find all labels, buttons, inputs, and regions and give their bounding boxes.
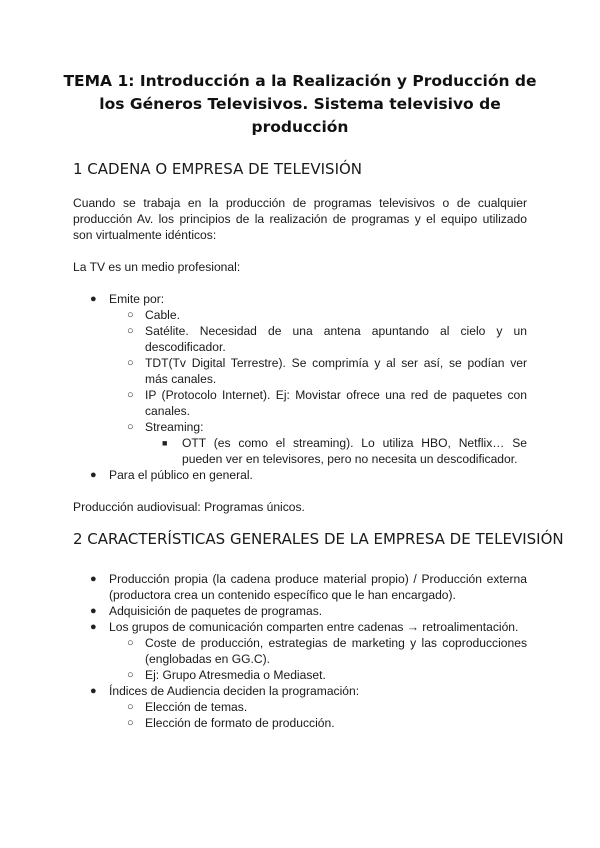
- propia-line-1: Producción propia (la cadena produce material propio) / Producción externa: [109, 572, 527, 586]
- list-item-emite: Emite por:: [109, 292, 165, 306]
- ip-line-2: canales.: [145, 404, 191, 418]
- intro-line-3: son virtualmente idénticos:: [73, 228, 217, 242]
- title-line-1: TEMA 1: Introducción a la Realización y Producción de: [63, 72, 537, 90]
- list-item-ott: [182, 435, 527, 467]
- list-item-publico: Para el público en general.: [109, 468, 253, 482]
- satelite-line-1: Satélite. Necesidad de una antena apuntando al cielo y un: [145, 324, 527, 338]
- list-bullet-disc: ●: [90, 605, 97, 617]
- list-item-indices: Índices de Audiencia deciden la programación:: [109, 684, 360, 698]
- list-item-grupos: Los grupos de comunicación comparten entre cadenas → retroalimentación.: [109, 620, 519, 634]
- list-item-adquisicion: Adquisición de paquetes de programas.: [109, 604, 323, 618]
- list-bullet-disc: ●: [90, 469, 97, 481]
- tdt-line-2: más canales.: [145, 372, 217, 386]
- list-bullet-circle: ○: [127, 389, 134, 401]
- intro-line-1: Cuando se trabaja en la producción de programas televisivos o de cualquier: [73, 196, 527, 210]
- list-bullet-circle: ○: [127, 309, 134, 321]
- list-bullet-circle: ○: [127, 421, 134, 433]
- propia-line-2: (productora crea un contenido específico que le han encargado).: [109, 588, 456, 602]
- list-item-cable: Cable.: [145, 308, 180, 322]
- ott-line-1: OTT (es como el streaming). Lo utiliza HBO, Netflix… Se: [182, 436, 527, 450]
- list-item-satelite: [145, 323, 527, 355]
- list-item-produccion-propia: [109, 571, 527, 603]
- produccion-audiovisual: Producción audiovisual: Programas únicos.: [73, 500, 305, 514]
- list-item-coste: [145, 635, 527, 667]
- section-2-heading: 2 CARACTERÍSTICAS GENERALES DE LA EMPRESA DE TELEVISIÓN: [73, 530, 564, 548]
- list-bullet-circle: ○: [127, 637, 134, 649]
- list-item-ej-grupo: Ej: Grupo Atresmedia o Mediaset.: [145, 668, 326, 682]
- list-bullet-circle: ○: [127, 701, 134, 713]
- tdt-line-1: TDT(Tv Digital Terrestre). Se comprimía y al ser así, se podían ver: [145, 356, 527, 370]
- list-bullet-circle: ○: [127, 325, 134, 337]
- tv-statement: La TV es un medio profesional:: [73, 260, 241, 274]
- ip-line-1: IP (Protocolo Internet). Ej: Movistar ofrece una red de paquetes con: [145, 388, 527, 402]
- list-bullet-circle: ○: [127, 669, 134, 681]
- document-title: [60, 70, 540, 139]
- list-bullet-circle: ○: [127, 717, 134, 729]
- list-item-eleccion-temas: Elección de temas.: [145, 700, 248, 714]
- list-item-eleccion-formato: Elección de formato de producción.: [145, 716, 335, 730]
- list-item-streaming: Streaming:: [145, 420, 204, 434]
- list-bullet-disc: ●: [90, 573, 97, 585]
- list-bullet-disc: ●: [90, 685, 97, 697]
- list-item-tdt: [145, 355, 527, 387]
- list-bullet-circle: ○: [127, 357, 134, 369]
- section-1-heading: 1 CADENA O EMPRESA DE TELEVISIÓN: [73, 160, 363, 178]
- list-bullet-disc: ●: [90, 293, 97, 305]
- intro-paragraph: [73, 195, 527, 243]
- list-item-ip: [145, 387, 527, 419]
- title-line-3: producción: [251, 118, 349, 136]
- coste-line-2: (englobadas en GG.C).: [145, 652, 271, 666]
- ott-line-2: pueden ver en televisores, pero no necesita un descodificador.: [182, 452, 518, 466]
- coste-line-1: Coste de producción, estrategias de marketing y las coproducciones: [145, 636, 527, 650]
- satelite-line-2: descodificador.: [145, 340, 226, 354]
- list-bullet-square: ■: [162, 438, 168, 448]
- title-line-2: los Géneros Televisivos. Sistema televisivo de: [99, 95, 501, 113]
- intro-line-2: producción Av. los principios de la realización de programas y el equipo utilizado: [73, 212, 527, 226]
- list-bullet-disc: ●: [90, 621, 97, 633]
